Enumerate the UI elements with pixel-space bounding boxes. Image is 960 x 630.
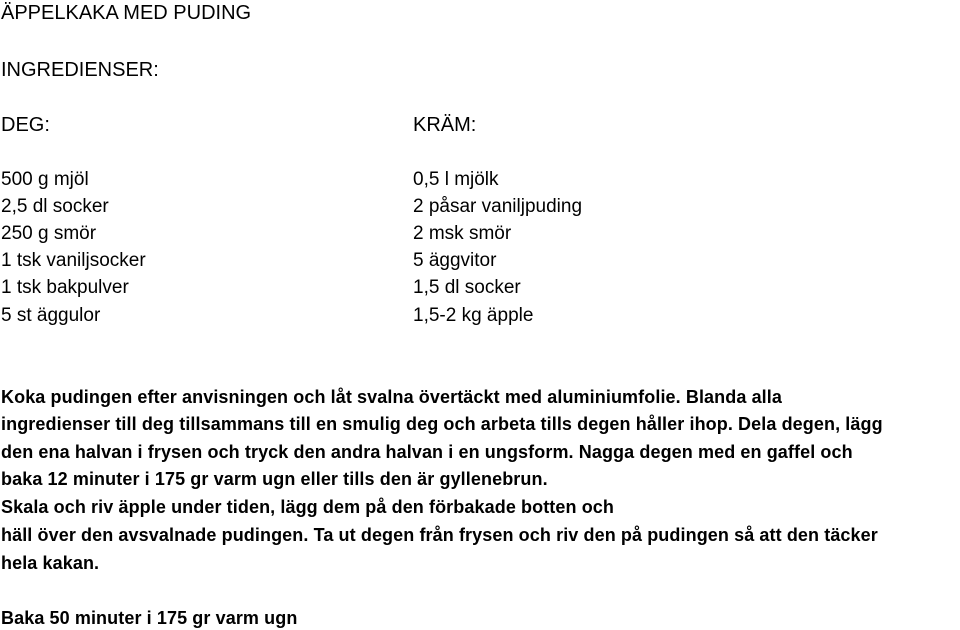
recipe-title: ÄPPELKAKA MED PUDING (1, 2, 252, 24)
cream-item: 2 påsar vaniljpuding (413, 196, 583, 217)
dough-item: 1 tsk bakpulver (1, 277, 129, 298)
dough-item: 1 tsk vaniljsocker (1, 250, 146, 271)
instruction-line: ingredienser till deg tillsammans till en smulig deg och arbeta tills degen håller ihop. Dela degen, lägg (1, 414, 883, 434)
instruction-line: hela kakan. (1, 553, 100, 573)
cream-item: 2 msk smör (413, 223, 512, 244)
ingredients-heading: INGREDIENSER: (1, 59, 159, 81)
instruction-line: baka 12 minuter i 175 gr varm ugn eller tills den är gyllenebrun. (1, 469, 548, 489)
cream-item: 1,5 dl socker (413, 277, 521, 298)
dough-item: 2,5 dl socker (1, 196, 109, 217)
instruction-line: Koka pudingen efter anvisningen och låt svalna övertäckt med aluminiumfolie. Blanda alla (1, 387, 782, 407)
instruction-line: den ena halvan i frysen och tryck den andra halvan i en ungsform. Nagga degen med en gaffel och (1, 442, 853, 462)
cream-item: 5 äggvitor (413, 250, 497, 271)
dough-item: 250 g smör (1, 223, 97, 244)
dough-heading: DEG: (1, 114, 50, 136)
dough-item: 5 st äggulor (1, 305, 101, 326)
cream-item: 1,5-2 kg äpple (413, 305, 534, 326)
dough-item: 500 g mjöl (1, 169, 89, 190)
final-step: Baka 50 minuter i 175 gr varm ugn (1, 608, 298, 628)
instruction-line: Skala och riv äpple under tiden, lägg dem på den förbakade botten och (1, 497, 615, 517)
cream-heading: KRÄM: (413, 114, 477, 136)
cream-item: 0,5 l mjölk (413, 169, 499, 190)
instruction-line: häll över den avsvalnade pudingen. Ta ut degen från frysen och riv den på pudingen så att den täcker (1, 525, 878, 545)
